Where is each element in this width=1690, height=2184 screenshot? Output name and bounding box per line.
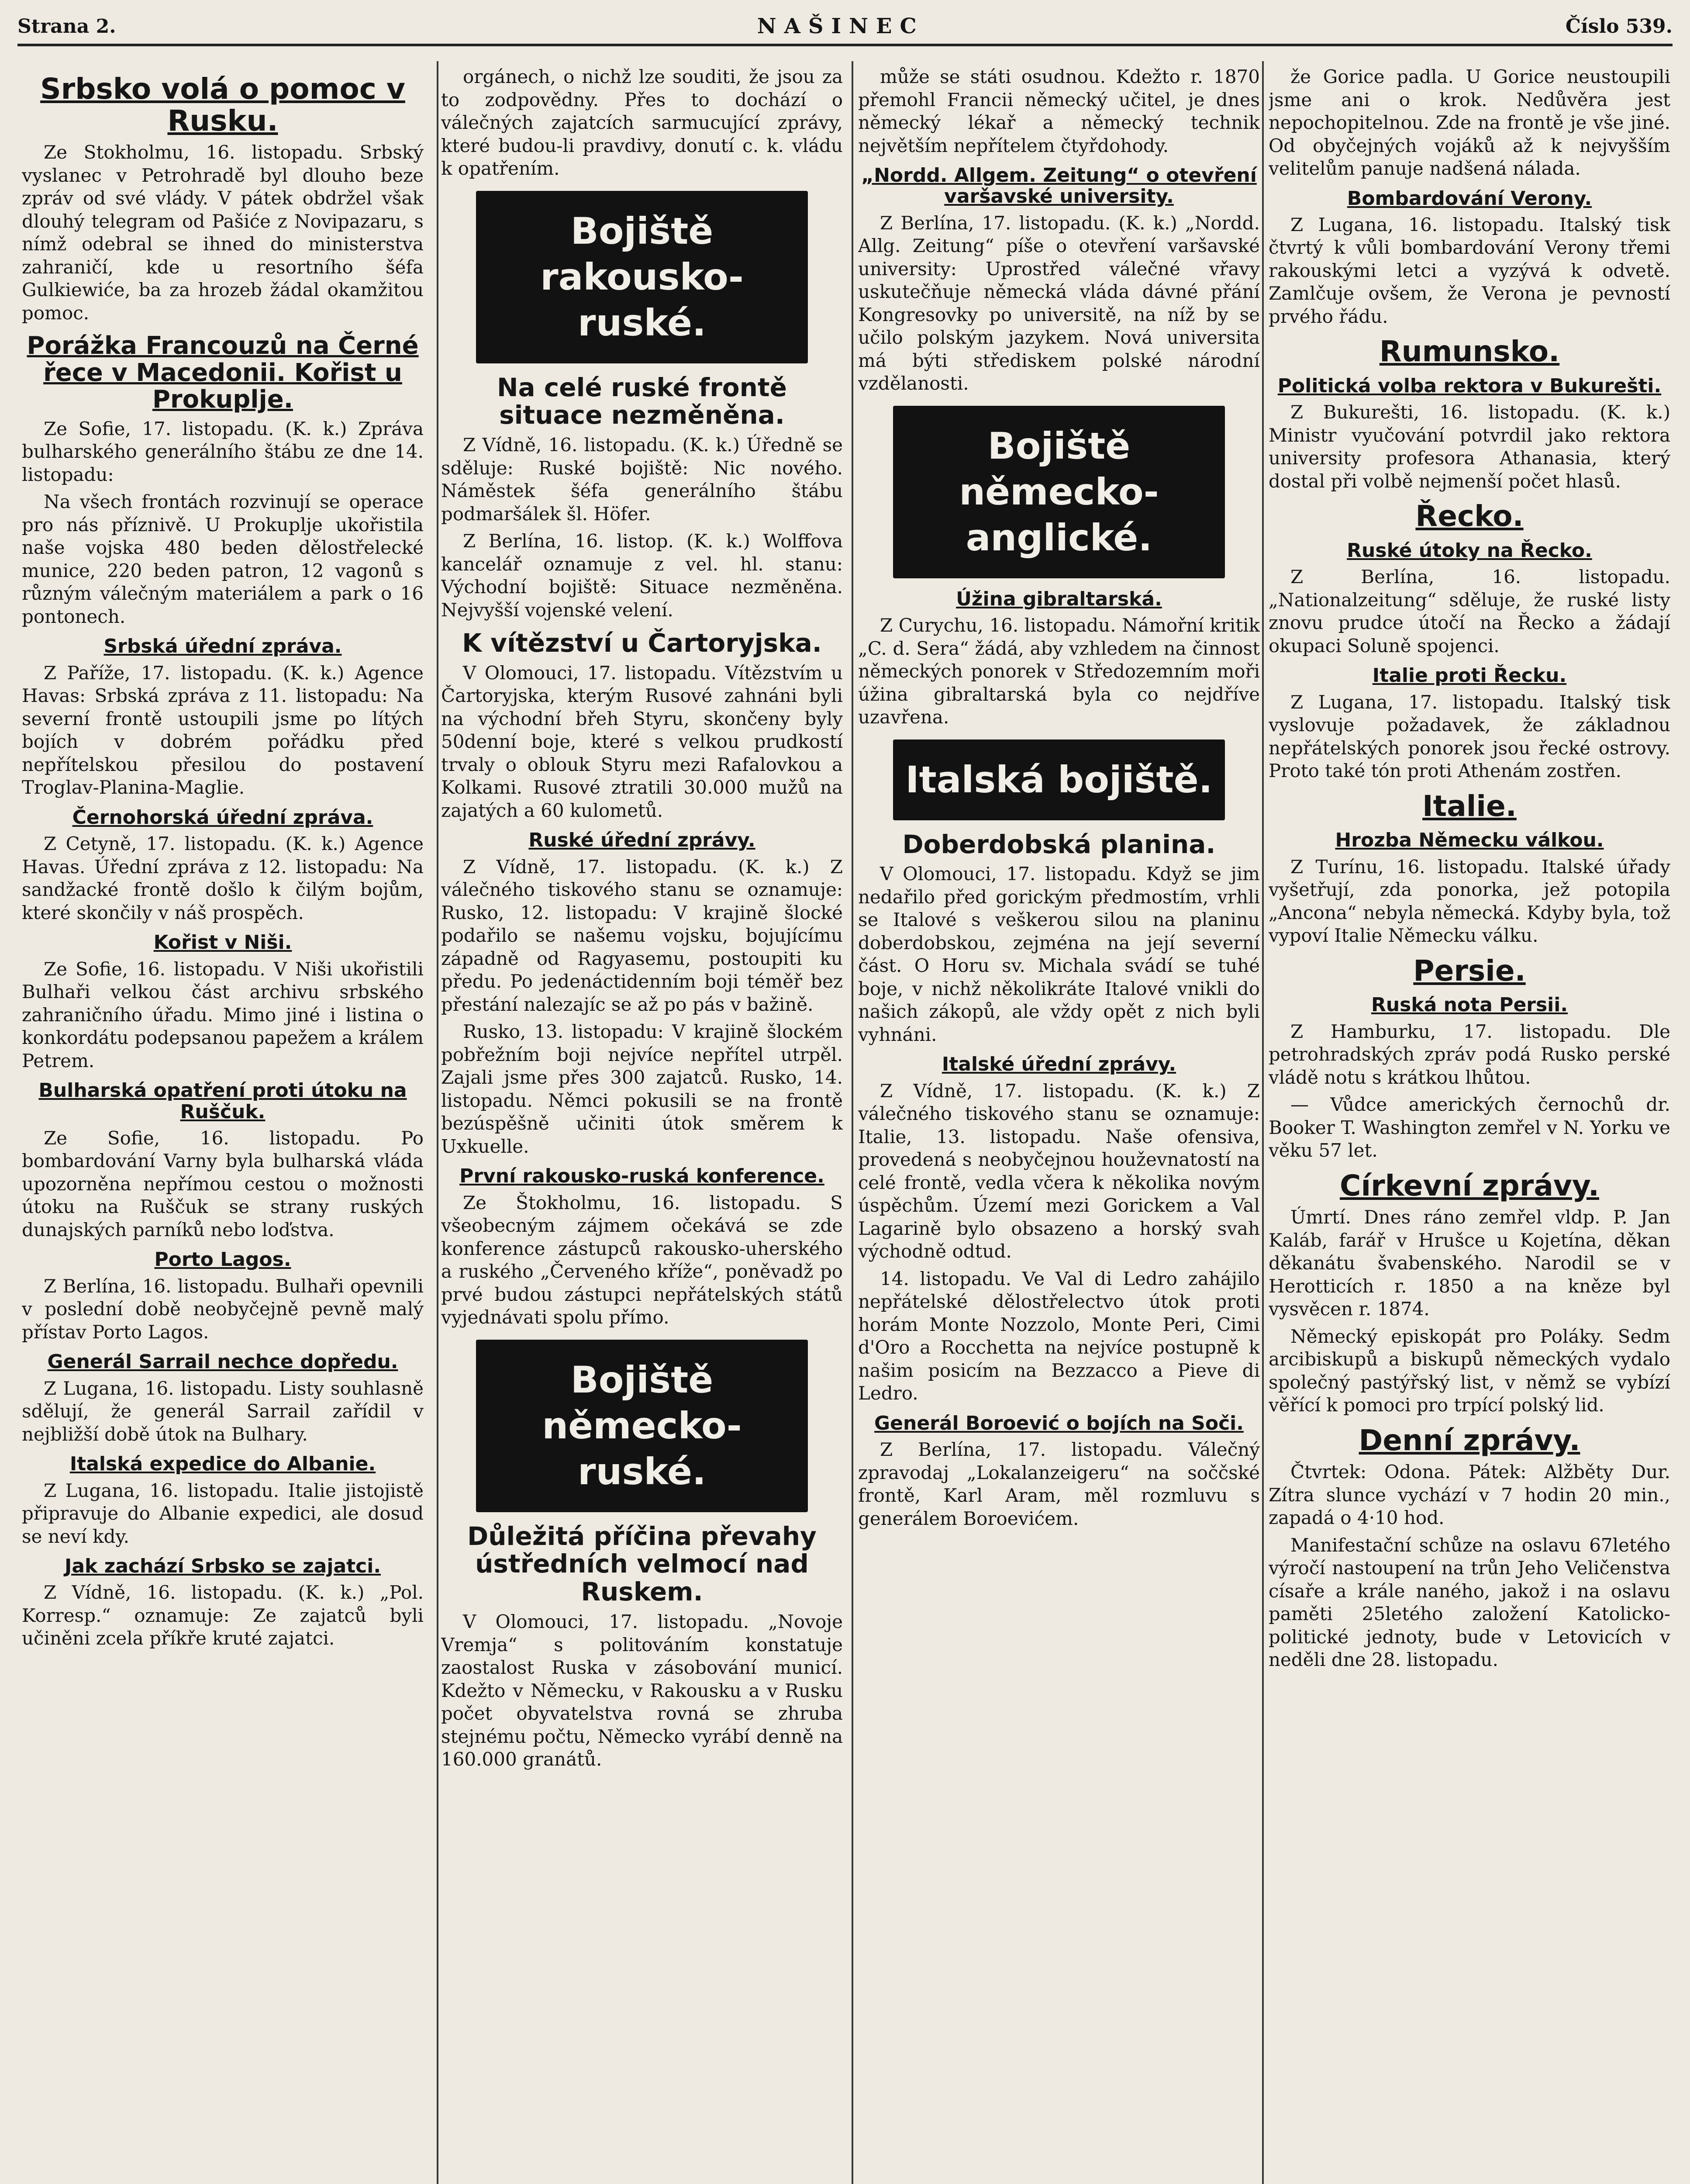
article-text: že Gorice padla. U Gorice neustoupili jsme ani o krok. Nedůvěra jest nepochopitelnou. Zde na frontě je vše jiné. Od obyčejných vojáků až k nejvyšším velitelům panuje nadšená nálada. <box>1269 66 1670 179</box>
subheadline: Jak zachází Srbsko se zajatci. <box>64 1555 381 1578</box>
article-text: Z Lugana, 16. listopadu. Italie jistojistě připravuje do Albanie expedici, ale dosud se neví kdy. <box>22 1479 424 1547</box>
article-text: V Olomouci, 17. listopadu. „Novoje Vremja“ s politováním konstatuje zaostalost Ruska v zásobování municí. Kdežto v Německu, v Rakousku a v Rusku počet obyvatelstva rovná se zhruba stejnému počtu, Německo vyrábí denně na 160.000 granátů. <box>441 1611 843 1770</box>
article-text: Ze Stokholmu, 16. listopadu. Srbský vyslanec v Petrohradě byl dlouho beze zpráv od své vlády. V pátek obdržel však dlouhý telegram od Pašiće z Novipazaru, s nímž odebral se ihned do ministerstva zahraničí, kde u resortního šéfa Gulkiewiće, ba za hrozeb žádal okamžitou pomoc. <box>22 142 424 324</box>
article-text: Čtvrtek: Odona. Pátek: Alžběty Dur. Zítra slunce vychází v 7 hodin 20 min., zapadá o 4·10 hod. <box>1269 1461 1670 1529</box>
column-rule <box>852 61 853 2184</box>
article-text: Z Berlína, 16. listop. (K. k.) Wolffova kancelář oznamuje z vel. hl. stanu: Východní bojiště: Situace nezměněna. Nejvyšší vojenské velení. <box>441 530 843 621</box>
section-headline: Církevní zprávy. <box>1340 1168 1599 1203</box>
masthead <box>17 9 1673 46</box>
issue-number: Číslo 539. <box>1565 15 1673 38</box>
article-text: Rusko, 13. listopadu: V krajině šlockém pobřežním boji nejvíce nepřítel utrpěl. Zajali jsme přes 300 zajatců. Rusko, 14. listopadu. Němci pokusili se na frontě bezúspěšně učiniti útok směrem k Uxkuelle. <box>441 1021 843 1157</box>
subheadline: Porto Lagos. <box>154 1248 291 1271</box>
section-headline: Denní zprávy. <box>1359 1423 1580 1457</box>
article-text: Z Curychu, 16. listopadu. Námořní kritik „C. d. Sera“ žádá, aby vzhledem na činnost německých ponorek v Středozemním moři úžina gibraltarská byla co nejdříve uzavřena. <box>858 615 1260 728</box>
article-text: — Vůdce amerických černochů dr. Booker T. Washington zemřel v N. Yorku ve věku 57 let. <box>1269 1094 1670 1161</box>
subheadline: Italské úřední zprávy. <box>942 1053 1176 1076</box>
article-text: Z Lugana, 16. listopadu. Listy souhlasně sdělují, že generál Sarrail zařídil v nejbližší době útok na Bulhary. <box>22 1377 424 1445</box>
subheadline: Hrozba Německu válkou. <box>1335 829 1604 852</box>
section-headline: Rumunsko. <box>1379 335 1560 369</box>
article-text: orgánech, o nichž lze souditi, že jsou za to zodpovědny. Přes to dochází o válečných zajatcích sarmucující zprávy, které budou-li pravdivy, donutí c. k. vládu k opatřením. <box>441 66 843 179</box>
article-text: Úmrtí. Dnes ráno zemřel vldp. P. Jan Kaláb, farář v Hrušce u Kojetína, děkan děkanátu švabenského. Narodil se v Herotticích r. 1850 a na kněze byl vysvěcen r. 1874. <box>1269 1206 1670 1320</box>
subheadline: Kořist v Niši. <box>153 931 292 954</box>
subheadline: Bulharská opatření proti útoku na Ruščuk. <box>38 1079 407 1123</box>
article-text: Z Berlína, 16. listopadu. Bulhaři opevnili v poslední době neobyčejně pevně malý přístav Porto Lagos. <box>22 1275 424 1343</box>
headline: Porážka Francouzů na Černé řece v Macedonii. Kořist u Prokuplje. <box>27 332 419 414</box>
column-4 <box>1269 66 1670 2184</box>
subheadline: „Nordd. Allgem. Zeitung“ o otevření varšavské university. <box>861 164 1257 208</box>
article-text: Z Vídně, 16. listopadu. (K. k.) „Pol. Korresp.“ oznamuje: Ze zajatců byli učiněni zcela příkře kruté zajatci. <box>22 1582 424 1649</box>
article-text: Z Berlína, 17. listopadu. Válečný zpravodaj „Lokalanzeigeru“ na soččské frontě, Karl Aram, měl rozmluvu s generálem Boroevićem. <box>858 1439 1260 1529</box>
article-text: Z Bukurešti, 16. listopadu. (K. k.) Ministr vyučování potvrdil jako rektora university profesora Athanasia, který dostal při volbě nejmenší počet hlasů. <box>1269 401 1670 492</box>
column-3 <box>858 66 1260 2184</box>
subheadline: Ruské úřední zprávy. <box>528 829 755 852</box>
headline: Srbsko volá o pomoc v Rusku. <box>40 72 405 138</box>
article-text: Z Vídně, 16. listopadu. (K. k.) Úředně se sděluje: Ruské bojiště: Nic nového. Náměstek šéfa generálního štábu podmaršálek šl. Höfer. <box>441 434 843 525</box>
article-text: Německý episkopát pro Poláky. Sedm arcibiskupů a biskupů německých vydalo společný pastýřský list, v němž se vybízí věřící k pomoci pro trpící polský lid. <box>1269 1325 1670 1416</box>
article-text: Z Cetyně, 17. listopadu. (K. k.) Agence Havas. Úřední zpráva z 12. listopadu: Na sandžacké frontě došlo k čilým bojům, které skončily v náš prospěch. <box>22 833 424 923</box>
section-headline: Persie. <box>1413 954 1526 988</box>
section-headline: Italie. <box>1422 789 1517 823</box>
article-text: Z Vídně, 17. listopadu. (K. k.) Z válečného tiskového stanu se oznamuje: Italie, 13. listopadu. Naše ofensiva, provedená s neobyčejnou houževnatostí na celé frontě, vedla včera k několika novým úspěchům. Území mezi Gorickem a Val Lagarině bylo obsazeno a horský svah východně odtud. <box>858 1080 1260 1262</box>
section-headline: Řecko. <box>1415 499 1524 533</box>
subheadline: Úžina gibraltarská. <box>956 587 1162 610</box>
subheadline: Italie proti Řecku. <box>1372 664 1567 687</box>
article-text: Ze Štokholmu, 16. listopadu. S všeobecným zájmem očekává se zde konference zástupců rakousko-uherského a ruského „Červeného kříže“, poněvadž po prvé budou zástupci nepřátelských států vyjednávati spolu přímo. <box>441 1192 843 1328</box>
subheadline: Italská expedice do Albanie. <box>69 1453 376 1476</box>
article-text: V Olomouci, 17. listopadu. Když se jim nedařilo před gorickým předmostím, vrhli se Italové s veškerou silou na planinu doberdobskou, zejména na její severní část. O Horu sv. Michala svádí se tuhé boje, v nichž několikráte Italové vnikli do našich zákopů, ale vždy opět z nich byli vyhnáni. <box>858 863 1260 1045</box>
section-banner: Bojiště německo-anglické. <box>893 406 1225 578</box>
article-text: může se státi osudnou. Kdežto r. 1870 přemohl Francii německý učitel, je dnes německý lékař a německý technik největším nepřítelem čtyřdohody. <box>858 66 1260 156</box>
headline: Doberdobská planina. <box>902 829 1216 859</box>
column-1 <box>22 66 424 2184</box>
article-text: Ze Sofie, 16. listopadu. V Niši ukořistili Bulhaři velkou část archivu srbského zahraničního úřadu. Mimo jiné i listina o konkordátu podepsanou papežem a králem Petrem. <box>22 958 424 1071</box>
article-text: Z Vídně, 17. listopadu. (K. k.) Z válečného tiskového stanu se oznamuje: Rusko, 12. listopadu: V krajině šlocké podařilo se našemu vojsku, bojujícímu západně od Ragyasemu, postoupiti ku předu. Po jedenáctidenním boji téměř bez přestání nalezajíc se až po pás v bažině. <box>441 856 843 1015</box>
section-banner: Bojiště rakousko-ruské. <box>476 191 808 363</box>
article-text: Z Lugana, 16. listopadu. Italský tisk čtvrtý k vůli bombardování Verony třemi rakouskými letci a vyzývá k odvetě. Zamlčuje ovšem, že Verona je pevností prvého řádu. <box>1269 214 1670 327</box>
article-text: Na všech frontách rozvinují se operace pro nás příznivě. U Prokuplje ukořistila naše vojska 480 beden dělostřelecké munice, 220 beden patron, 12 vagonů s různým válečným materiálem a park o 16 pontonech. <box>22 491 424 627</box>
subheadline: Generál Boroević o bojích na Soči. <box>874 1412 1244 1434</box>
article-text: Z Lugana, 17. listopadu. Italský tisk vyslovuje požadavek, že základnou nepřátelských ponorek jsou řecké ostrovy. Proto také tón proti Athenám zostřen. <box>1269 691 1670 782</box>
column-rule <box>437 61 438 2184</box>
subheadline: Politická volba rektora v Bukurešti. <box>1277 374 1662 397</box>
article-text: Z Berlína, 16. listopadu. „Nationalzeitung“ sděluje, že ruské listy znovu prudce útočí na Řecko a žádají okupaci Soluně spojenci. <box>1269 566 1670 657</box>
article-text: 14. listopadu. Ve Val di Ledro zahájilo nepřátelské dělostřelectvo útok proti horám Monte Nozzolo, Monte Peri, Cimi d'Oro a Rocchetta na nejvíce postupně k našim posicím na Bezzacco a Pieve di Ledro. <box>858 1268 1260 1404</box>
subheadline: Černohorská úřední zpráva. <box>72 806 373 829</box>
column-2 <box>441 66 843 2184</box>
page-number: Strana 2. <box>17 15 116 38</box>
paper-title: NAŠINEC <box>757 14 924 38</box>
headline: Důležitá příčina převahy ústředních velmocí nad Ruskem. <box>467 1521 817 1607</box>
article-text: Z Paříže, 17. listopadu. (K. k.) Agence Havas: Srbská zpráva z 11. listopadu: Na severní frontě ustoupili jsme po lítých bojích v dobrém pořádku před nepřítelskou přesilou do postavení Troglav-Planina-Maglie. <box>22 662 424 798</box>
subheadline: Ruské útoky na Řecko. <box>1347 539 1592 562</box>
article-text: Manifestační schůze na oslavu 67letého výročí nastoupení na trůn Jeho Veličenstva císaře a krále naného, jakož i na oslavu paměti 25letého založení Katolicko-politické jednoty, bude v Letovicích v neděli dne 28. listopadu. <box>1269 1534 1670 1671</box>
article-text: Z Turínu, 16. listopadu. Italské úřady vyšetřují, zda ponorka, jež potopila „Ancona“ nebyla německá. Kdyby byla, tož vypoví Italie Německu válku. <box>1269 856 1670 947</box>
subheadline: Ruská nota Persii. <box>1371 994 1568 1016</box>
article-text: Z Berlína, 17. listopadu. (K. k.) „Nordd. Allg. Zeitung“ píše o otevření varšavské university: Uprostřed válečné vřavy uskutečňuje německá vláda dávné přání Kongresovky po universitě, na níž by se učilo polským jazykem. Nová universita má býti střediskem polské národní vzdělanosti. <box>858 212 1260 394</box>
subheadline: Srbská úřední zpráva. <box>103 635 342 658</box>
subheadline: Bombardování Verony. <box>1347 187 1592 210</box>
headline: Na celé ruské frontě situace nezměněna. <box>497 372 787 430</box>
article-text: V Olomouci, 17. listopadu. Vítězstvím u Čartoryjska, kterým Rusové zahnáni byli na východní břeh Styru, skončeny byly 50denní boje, které s velkou prudkostí trvaly o oblouk Styru mezi Rafalovkou a Kolkami. Rusové ztratili 30.000 mužů na zajatých a 60 kulometů. <box>441 662 843 821</box>
subheadline: Generál Sarrail nechce dopředu. <box>47 1351 398 1373</box>
subheadline: První rakousko-ruská konference. <box>459 1165 824 1188</box>
column-rule <box>1262 61 1264 2184</box>
article-text: Z Hamburku, 17. listopadu. Dle petrohradských zpráv podá Rusko perské vládě notu s krátkou lhůtou. <box>1269 1020 1670 1088</box>
article-text: Ze Sofie, 17. listopadu. (K. k.) Zpráva bulharského generálního štábu ze dne 14. listopadu: <box>22 418 424 485</box>
section-banner: Italská bojiště. <box>893 740 1225 820</box>
headline: K vítězství u Čartoryjska. <box>462 628 822 658</box>
section-banner: Bojiště německo-ruské. <box>476 1340 808 1512</box>
article-text: Ze Sofie, 16. listopadu. Po bombardování Varny byla bulharská vláda upozorněna nepřímou cestou o možnosti útoku na Ruščuk se strany ruských dunajských parníků nebo loďstva. <box>22 1127 424 1241</box>
